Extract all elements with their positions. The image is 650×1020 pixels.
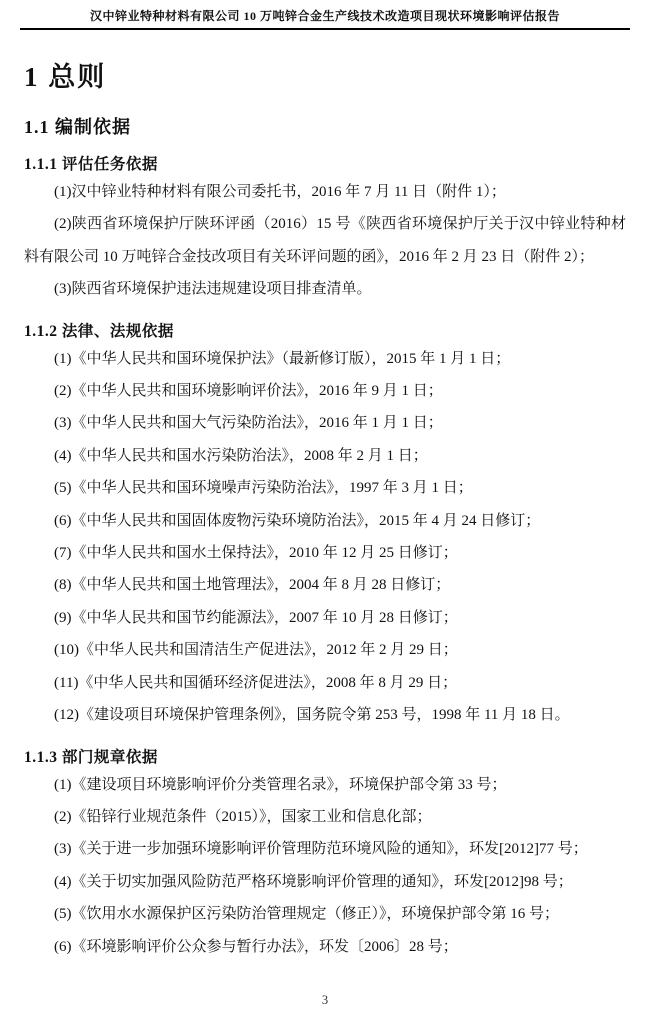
list-item: (3)《中华人民共和国大气污染防治法》，2016 年 1 月 1 日； — [54, 415, 443, 432]
subsection-title: 1.1.1 评估任务依据 — [24, 156, 158, 173]
list-item: (12)《建设项目环境保护管理条例》，国务院令第 253 号，1998 年 11 月 18 日。 — [54, 707, 570, 724]
list-item: (4)《关于切实加强风险防范严格环境影响评价管理的通知》，环发[2012]98 号； — [54, 873, 573, 890]
list-item: (6)《环境影响评价公众参与暂行办法》，环发〔2006〕28 号； — [54, 938, 458, 955]
list-item: (4)《中华人民共和国水污染防治法》，2008 年 2 月 1 日； — [54, 447, 428, 464]
section-title: 1.1 编制依据 — [24, 117, 131, 137]
subsection-evaluation-task-basis — [24, 152, 626, 306]
list-item: (1)《中华人民共和国环境保护法》（最新修订版），2015 年 1 月 1 日； — [54, 350, 511, 367]
page-content — [0, 55, 650, 963]
list-item: (1)《建设项目环境影响评价分类管理名录》，环境保护部令第 33 号； — [54, 776, 507, 793]
list-item: (11)《中华人民共和国循环经济促进法》，2008 年 8 月 29 日； — [54, 674, 458, 691]
list-item: (10)《中华人民共和国清洁生产促进法》，2012 年 2 月 29 日； — [54, 642, 458, 659]
list-item: (2)《中华人民共和国环境影响评价法》，2016 年 9 月 1 日； — [54, 383, 443, 400]
list-item: (3)《关于进一步加强环境影响评价管理防范环境风险的通知》，环发[2012]77 号； — [54, 841, 588, 858]
list-item: (5)《饮用水水源保护区污染防治管理规定（修正）》，环境保护部令第 16 号； — [54, 906, 559, 923]
list-item: (7)《中华人民共和国水土保持法》，2010 年 12 月 25 日修订； — [54, 545, 458, 562]
list-item: (6)《中华人民共和国固体废物污染环境防治法》，2015 年 4 月 24 日修订； — [54, 512, 541, 529]
running-header-title: 汉中锌业特种材料有限公司 10 万吨锌合金生产线技术改造项目现状环境影响评估报告 — [89, 9, 560, 23]
list-item: (1)汉中锌业特种材料有限公司委托书，2016 年 7 月 11 日（附件 1）； — [54, 184, 506, 200]
page-header — [20, 0, 630, 30]
list-item: (2)《铅锌行业规范条件（2015）》，国家工业和信息化部； — [54, 808, 432, 825]
subsection-department-rules-basis — [24, 745, 626, 963]
page-number: 3 — [321, 993, 329, 1007]
chapter-title: 1 总则 — [24, 62, 107, 92]
list-item: (9)《中华人民共和国节约能源法》，2007 年 10 月 28 日修订； — [54, 609, 458, 626]
list-item: (5)《中华人民共和国环境噪声污染防治法》，1997 年 3 月 1 日； — [54, 480, 473, 497]
list-item: (8)《中华人民共和国土地管理法》，2004 年 8 月 28 日修订； — [54, 577, 451, 594]
subsection-laws-regulations-basis — [24, 319, 626, 732]
list-item: (3)陕西省环境保护违法违规建设项目排查清单。 — [54, 281, 372, 298]
list-item: (2)陕西省环境保护厅陕环评函（2016）15 号《陕西省环境保护厅关于汉中锌业特种材料有限公司 10 万吨锌合金技改项目有关环评问题的函》，2016 年 2 月 23 日（附件 2）； — [24, 216, 626, 265]
subsection-title: 1.1.3 部门规章依据 — [24, 748, 158, 766]
subsection-title: 1.1.2 法律、法规依据 — [24, 322, 174, 340]
